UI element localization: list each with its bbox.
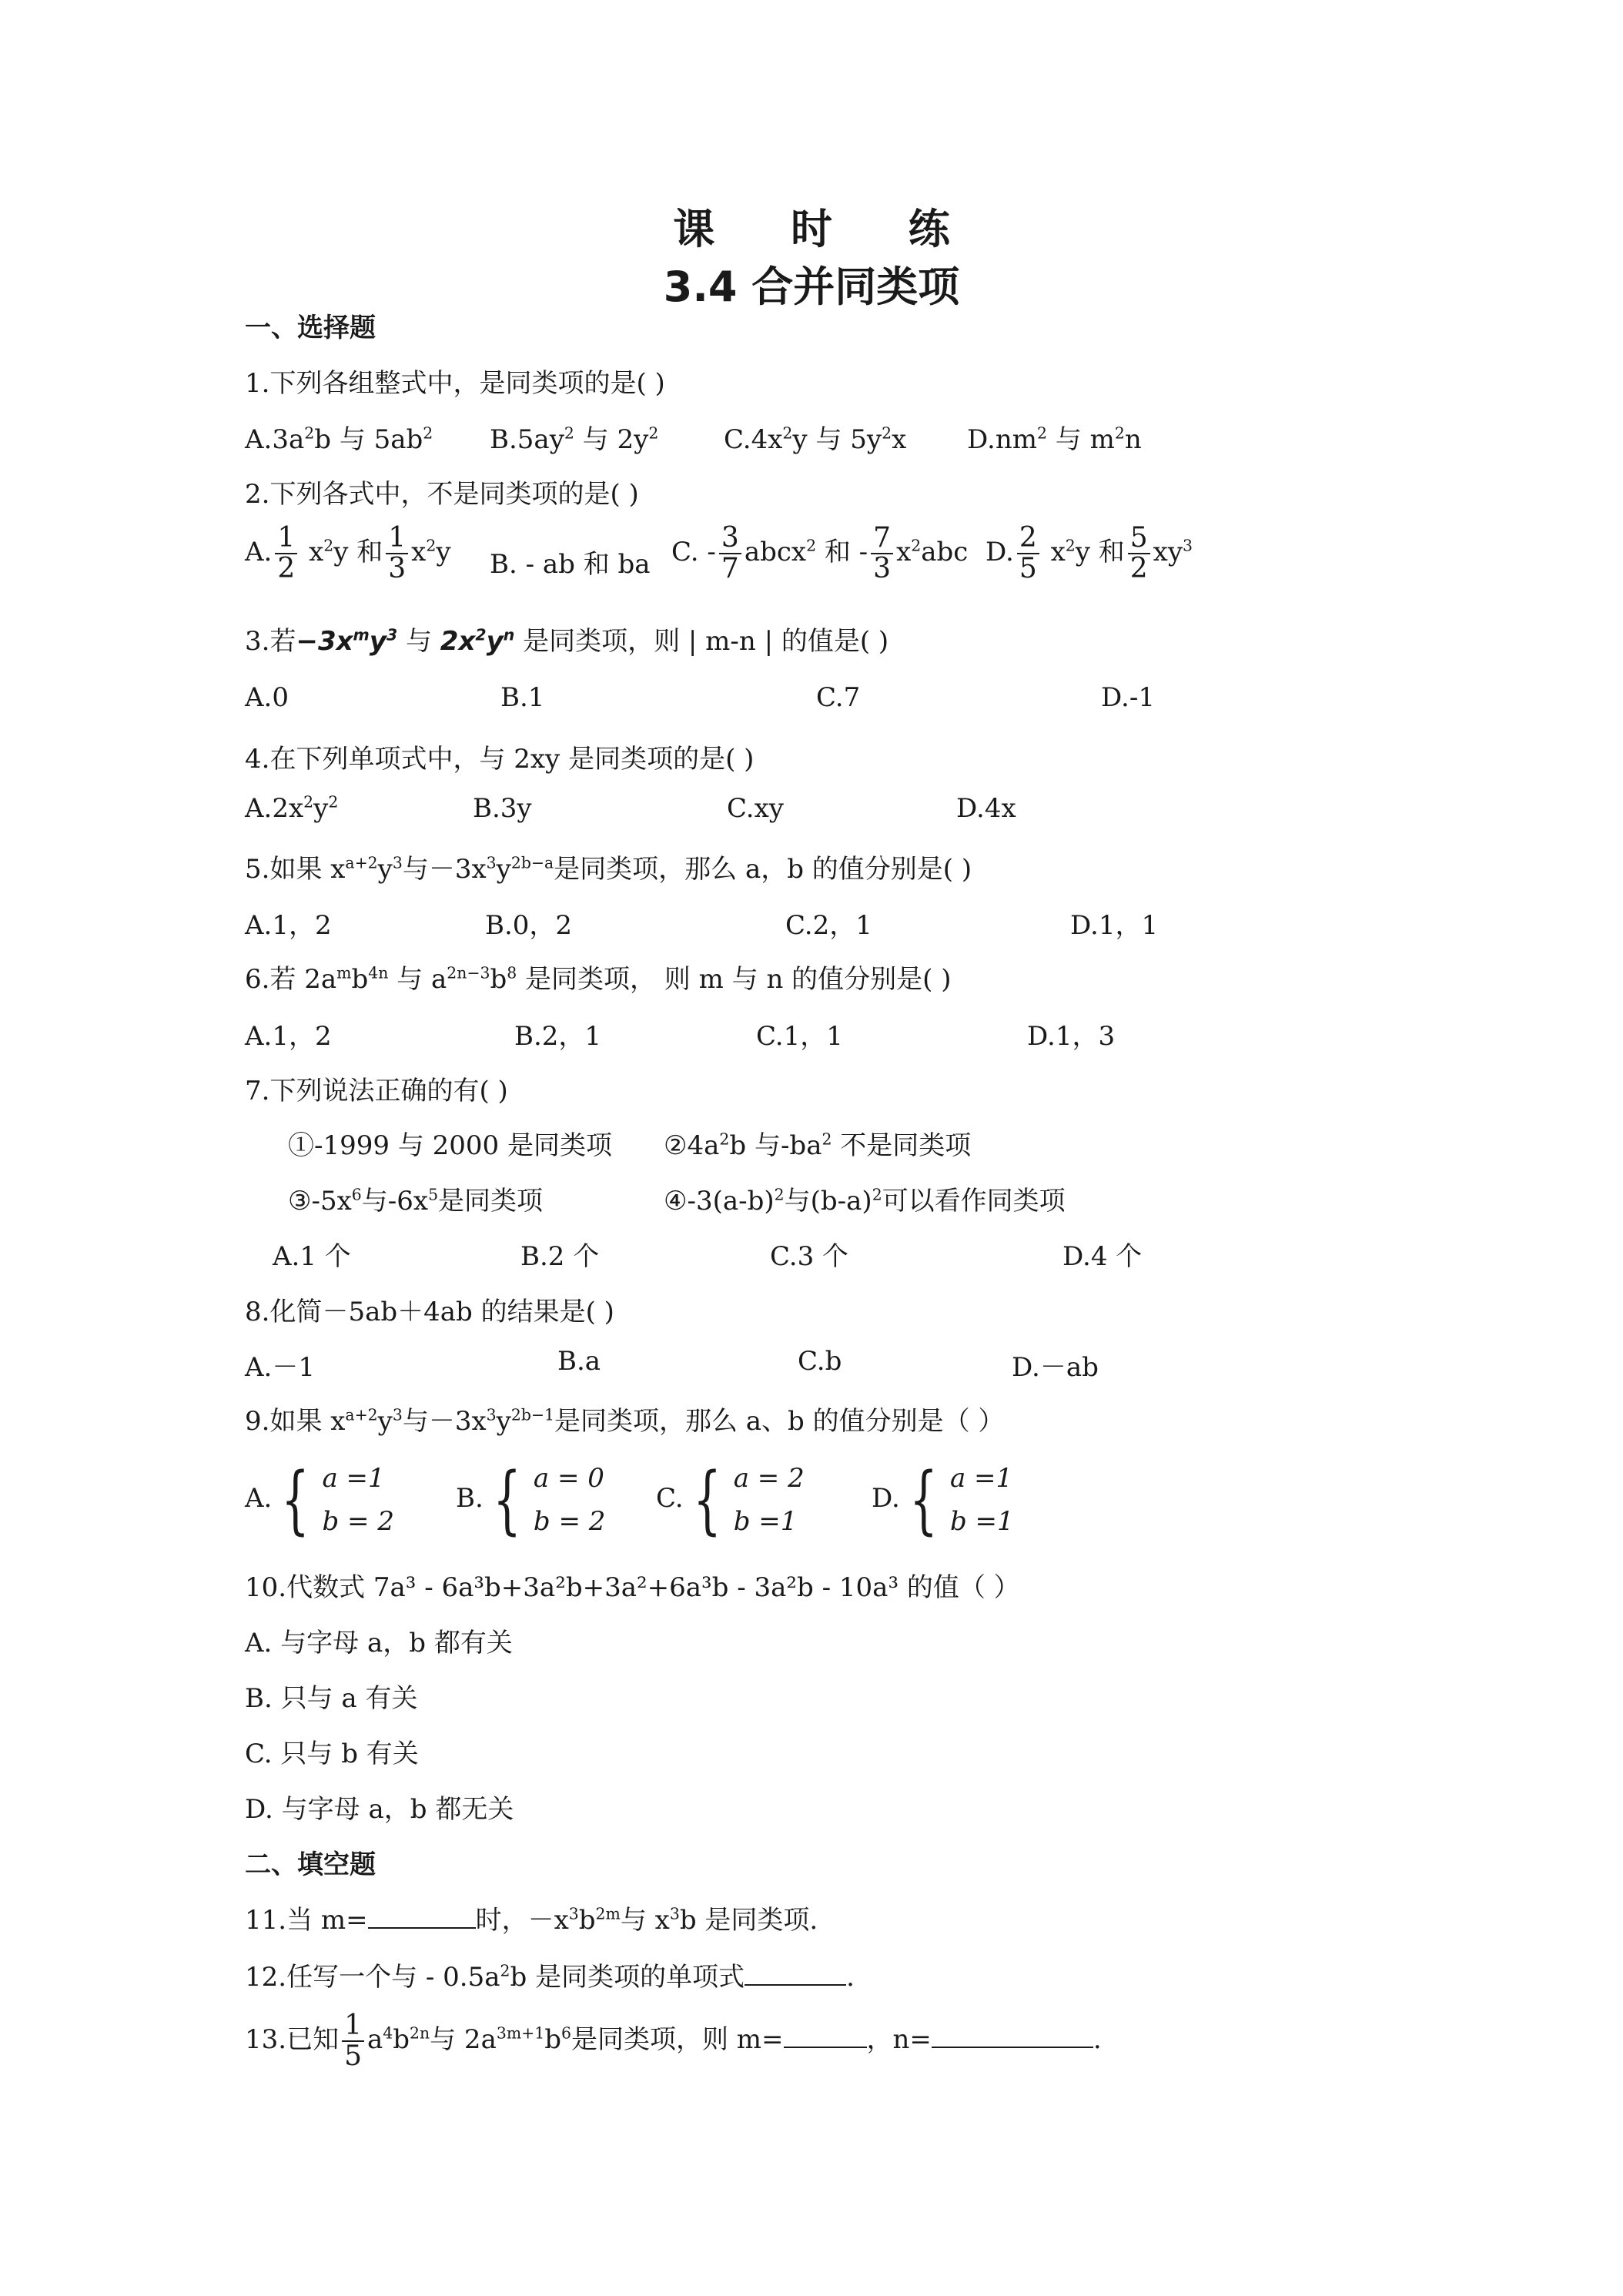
question-1-option-c: $C.4x^2y$ 与 $5y^2x$: [724, 423, 907, 455]
question-2-option-b: B. - ab 和 ba: [490, 549, 651, 580]
question-3-option-a: A.0: [245, 682, 289, 713]
left-brace-icon: {: [692, 1457, 721, 1543]
question-4-option-c: C.xy: [727, 793, 784, 824]
answer-blank[interactable]: [368, 1904, 476, 1929]
worksheet-title: 课 时 练: [673, 205, 981, 253]
question-7-option-c: C.3 个: [770, 1241, 849, 1272]
question-1-option-d: $D.nm^2$ 与 $m^2n$: [967, 423, 1142, 455]
answer-blank-m[interactable]: [784, 2023, 867, 2048]
question-7-statement-2: $②4a^2b$ 与$-ba^2$ 不是同类项: [664, 1130, 972, 1161]
question-3-stem: 3.若$-3x^my^3$ 与 $2x^2y^n$ 是同类项，则 | m-n | 的值是( ): [245, 625, 889, 657]
question-6-option-b: B.2，1: [514, 1021, 602, 1052]
question-10-stem: 10.代数式 7a³ - 6a³b+3a²b+3a²+6a³b - 3a²b - 10a³ 的值（ ）: [245, 1572, 1020, 1603]
question-2-option-a: A. $\frac{1}{2}$ $x^2y$ 和 $\frac{1}{3}$ $x^2y$: [245, 522, 451, 584]
section-fill-heading: 二、填空题: [245, 1849, 376, 1880]
question-4-stem: 4.在下列单项式中，与 2xy 是同类项的是( ): [245, 744, 755, 775]
question-1-stem: 1.下列各组整式中，是同类项的是( ): [245, 368, 665, 399]
fraction: $\frac{1}{2}$: [275, 524, 297, 584]
question-8-option-c: C.b: [798, 1346, 842, 1377]
question-8-option-b: B.a: [557, 1346, 601, 1377]
answer-blank[interactable]: [745, 1961, 846, 1986]
answer-blank-n[interactable]: [932, 2023, 1093, 2048]
question-12: 12.任写一个与 - $0.5a^2b$ 是同类项的单项式 .: [245, 1961, 855, 1993]
question-7-option-a: A.1 个: [273, 1241, 351, 1272]
question-7-statement-3: $③-5x^6$与$-6x^5$是同类项: [288, 1185, 544, 1217]
question-5-option-b: B.0，2: [485, 910, 573, 941]
question-7-option-d: D.4 个: [1062, 1241, 1143, 1272]
question-6-option-c: C.1，1: [756, 1021, 843, 1052]
question-9-option-b: B. { a = 0 b = 2: [456, 1457, 606, 1543]
question-4-option-a: $A.2x^2y^2$: [245, 792, 339, 824]
lesson-title: 3.4 合并同类项: [663, 263, 960, 311]
question-3-option-c: C.7: [816, 682, 861, 713]
question-7-statement-4: $④-3(a-b)^2$与$(b-a)^2$可以看作同类项: [664, 1185, 1066, 1217]
left-brace-icon: {: [493, 1457, 521, 1543]
question-7-statement-1: ①-1999 与 2000 是同类项: [288, 1130, 612, 1161]
question-10-option-c: C. 只与 b 有关: [245, 1739, 419, 1769]
question-8-stem: 8.化简－5ab＋4ab 的结果是( ): [245, 1297, 614, 1327]
question-13: 13.已知 $\frac{1}{5}$ $a^4b^{2n}$与 $2a^{3m+1}b^6$是同类项，则 m= ，n= .: [245, 2010, 1102, 2072]
question-2-option-d: D. $\frac{2}{5}$ $x^2y$ 和 $\frac{5}{2}$ $xy^3$: [986, 522, 1193, 584]
question-1-option-a: $A.3a^2b$ 与 $5ab^2$: [245, 423, 433, 455]
question-2-option-c: C. - $\frac{3}{7}$ abcx$^2$ 和 - $\frac{7}{3}$ $x^2abc$: [671, 522, 969, 584]
fraction: $\frac{3}{7}$: [719, 524, 741, 584]
fraction: $\frac{7}{3}$: [871, 524, 893, 584]
question-3-option-d: D.-1: [1101, 682, 1155, 713]
question-6-option-d: D.1，3: [1027, 1021, 1116, 1052]
question-7-option-b: B.2 个: [520, 1241, 600, 1272]
left-brace-icon: {: [909, 1457, 938, 1543]
question-4-option-d: D.4x: [956, 793, 1016, 824]
fraction: $\frac{1}{5}$: [342, 2011, 364, 2071]
question-5-option-d: D.1，1: [1070, 910, 1159, 941]
question-11: 11.当 m= 时，$-x^3b^{2m}$与 $x^3b$ 是同类项.: [245, 1904, 818, 1936]
question-5-option-a: A.1，2: [245, 910, 332, 941]
question-9-stem: 9.如果 $x^{a+2}y^3$与$-3x^3y^{2b-1}$是同类项，那么 a、b 的值分别是（ ）: [245, 1405, 1005, 1437]
left-brace-icon: {: [281, 1457, 310, 1543]
question-4-option-b: B.3y: [473, 793, 532, 824]
question-7-stem: 7.下列说法正确的有( ): [245, 1076, 508, 1106]
question-8-option-d: D.－ab: [1012, 1352, 1099, 1383]
fraction: $\frac{5}{2}$: [1128, 524, 1150, 584]
question-9-option-c: C. { a = 2 b =1: [656, 1457, 805, 1543]
question-10-option-d: D. 与字母 a，b 都无关: [245, 1794, 514, 1825]
question-5-stem: 5.如果 $x^{a+2}y^3$与$-3x^3y^{2b-a}$是同类项，那么 a，b 的值分别是( ): [245, 853, 972, 885]
question-9-option-a: A. { a =1 b = 2: [245, 1457, 394, 1543]
question-5-option-c: C.2，1: [785, 910, 872, 941]
question-3-option-b: B.1: [500, 682, 545, 713]
question-2-stem: 2.下列各式中，不是同类项的是( ): [245, 479, 639, 510]
question-1-option-b: $B.5ay^2$ 与 $2y^2$: [490, 423, 659, 455]
fraction: $\frac{1}{3}$: [386, 524, 408, 584]
question-9-option-d: D. { a =1 b =1: [872, 1457, 1014, 1543]
question-6-option-a: A.1，2: [245, 1021, 332, 1052]
question-10-option-b: B. 只与 a 有关: [245, 1683, 418, 1714]
question-6-stem: 6.若 $2a^mb^{4n}$ 与 $a^{2n-3}b^8$ 是同类项， 则 m 与 n 的值分别是( ): [245, 963, 952, 995]
question-10-option-a: A. 与字母 a，b 都有关: [245, 1628, 513, 1658]
section-choice-heading: 一、选择题: [245, 313, 376, 343]
fraction: $\frac{2}{5}$: [1017, 524, 1039, 584]
question-8-option-a: A.－1: [245, 1352, 315, 1383]
